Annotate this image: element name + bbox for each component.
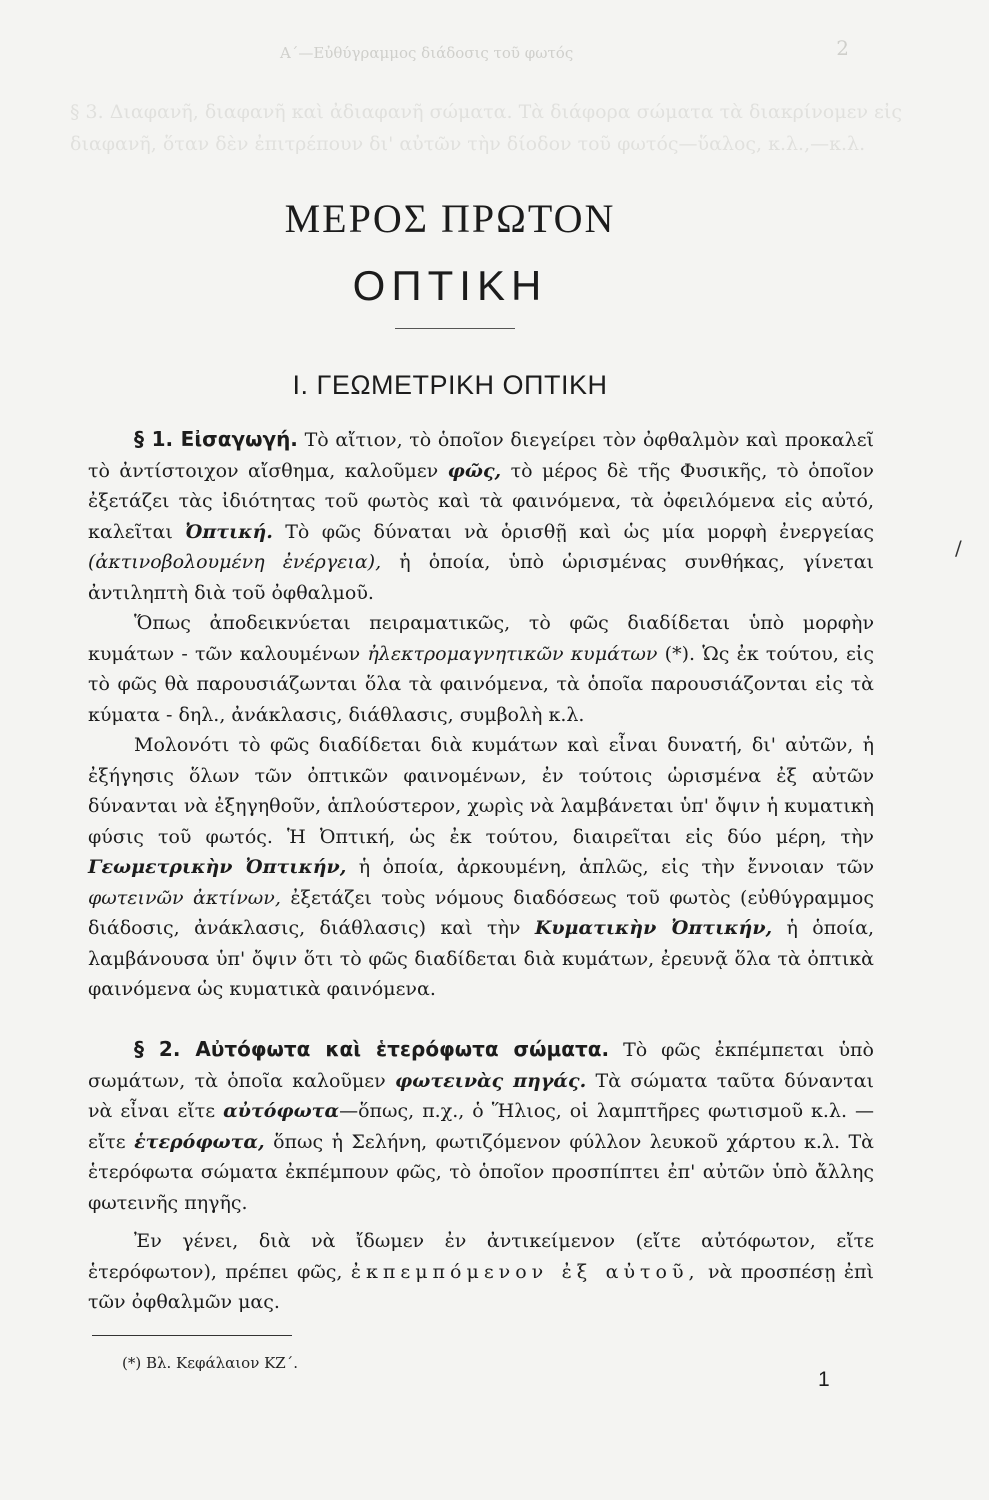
text-run: Ἐν γένει, διὰ νὰ ἴδωμεν ἐν ἀντικείμενον (εἴτε αὐτόφωτον, εἴτε ἑτερόφωτον), πρέπει φῶς, [88,1230,874,1283]
footnote: (*) Βλ. Κεφάλαιον ΚΖ΄. [122,1354,298,1372]
text-run: (*). Ὡς ἐκ τούτου, εἰς τὸ φῶς θὰ παρουσιάζωνται ὅλα τὰ φαινόμενα, τὰ ὁποῖα παρουσιάζονται εἰς τὰ κύματα - δηλ., ἀνάκλασις, διάθλασις, συμβολὴ κ.λ. [88,642,874,726]
term-optiki: Ὀπτική. [185,520,273,543]
section-heading: I. ΓΕΩΜΕΤΡΙΚΗ ΟΠΤΙΚΗ [292,370,608,400]
text-run: ἐξετάζει τοὺς νόμους διαδόσεως τοῦ φωτὸς (εὐθύγραμμος διάδοσις, ἀνάκλασις, διάθλασις) καὶ τὴν [88,886,874,939]
text-run: Τὰ σώματα ταῦτα δύνανται νὰ εἶναι εἴτε [88,1069,874,1122]
term-self-luminous: αὐτόφωτα [223,1100,340,1122]
text-run: τὸ μέρος δὲ τῆς Φυσικῆς, τὸ ὁποῖον ἐξετάζει τὰς ἰδιότητας τοῦ φωτὸς καὶ τὰ φαινόμενα, τὰ ὀφειλόμενα εἰς αὐτό, καλεῖται [88,459,874,543]
paragraph-2 [88,608,874,730]
part-title: ΜΕΡΟΣ ΠΡΩΤΟΝ [284,196,616,241]
text-run: ἡ ὁποία, λαμβάνουσα ὑπ' ὄψιν ὅτι τὸ φῶς διαδίδεται διὰ κυμάτων, ἐρευνᾷ ὅλα τὰ ὀπτικὰ φαινόμενα ὡς κυματικὰ φαινόμενα. [88,917,874,1000]
term-geometric-optics: Γεωμετρικὴν Ὀπτικήν, [88,856,347,878]
bleed-through-page-number: 2 [836,36,849,60]
footnote-rule [92,1335,292,1336]
text-run: νὰ προσπέσῃ ἐπὶ τῶν ὀφθαλμῶν μας. [88,1260,874,1313]
paragraph-4 [88,1034,874,1218]
text-run: ὅπως ἡ Σελήνη, φωτιζόμενον φύλλον λευκοῦ χάρτου κ.λ. Τὰ ἑτερόφωτα σώματα ἐκπέμπουν φῶς, τὸ ὁποῖον προσπίπτει ἐπ' αὐτῶν ὑπὸ ἄλλης φωτεινῆς πηγῆς. [88,1130,874,1214]
bleed-through-header: Α΄—Εὐθύγραμμος διάδοσις τοῦ φωτός [280,44,574,62]
text-run: Τὸ αἴτιον, τὸ ὁποῖον διεγείρει τὸν ὀφθαλμὸν καὶ προκαλεῖ τὸ ἀντίστοιχον αἴσθημα, καλοῦμεν [88,429,874,482]
section-2-label: § 2. Αὐτόφωτα καὶ ἑτερόφωτα σώματα. [134,1037,610,1061]
section-2-text [88,1034,874,1318]
title-divider [395,328,515,329]
section-1-text [88,424,874,1005]
page-number: 1 [818,1368,830,1391]
text-run: Μολονότι τὸ φῶς διαδίδεται διὰ κυμάτων καὶ εἶναι δυνατή, δι' αὐτῶν, ἡ ἐξήγησις ὅλων τῶν ὀπτικῶν φαινομένων, ἐν τούτοις ὡρισμένα ἐξ αὐτῶν δύνανται νὰ ἐξηγηθοῦν, ἁπλούστερον, χωρὶς νὰ λαμβάνεται ὑπ' ὄψιν ἡ κυματικὴ φύσις τοῦ φωτός. Ἡ Ὀπτική, ὡς ἐκ τούτου, διαιρεῖται εἰς δύο μέρη, τὴν [88,734,874,848]
text-run: Τὸ φῶς δύναται νὰ ὁρισθῇ καὶ ὡς μία μορφὴ ἐνεργείας [272,520,875,543]
text-run: —ὅπως, π.χ., ὁ Ἥλιος, οἱ λαμπτῆρες φωτισμοῦ κ.λ. —εἴτε [88,1100,874,1153]
text-run: Ὅπως ἀποδεικνύεται πειραματικῶς, τὸ φῶς διαδίδεται ὑπὸ μορφὴν κυμάτων - τῶν καλουμένων [88,612,874,665]
text-run: ἡ ὁποία, ὑπὸ ὡρισμένας συνθήκας, γίνεται ἀντιληπτὴ διὰ τοῦ ὀφθαλμοῦ. [88,551,874,604]
paragraph-1 [88,424,874,608]
spaced-emphasis: ἐκπεμπόμενον ἐξ αὐτοῦ, [350,1260,700,1283]
term-wave-optics: Κυματικὴν Ὀπτικήν, [534,917,773,939]
term-light-sources: φωτεινὰς πηγάς. [395,1069,587,1092]
paragraph-3 [88,730,874,1005]
main-title: ΟΠΤΙΚΗ [352,262,548,309]
term-non-luminous: ἑτερόφωτα, [134,1130,265,1153]
section-1-label: § 1. Εἰσαγωγή. [134,427,298,451]
text-run: Τὸ φῶς ἐκπέμπεται ὑπὸ σωμάτων, τὰ ὁποῖα καλοῦμεν [88,1039,874,1092]
bleed-through-text: § 3. Διαφανῆ, διαφανῆ καὶ ἀδιαφανῆ σώματα. Τὰ διάφορα σώματα τὰ διακρίνομεν εἰς διαφανῆ, ὅταν δὲν ἐπιτρέπουν δι' αὐτῶν τὴν δίοδον τοῦ φωτός—ὕαλος, κ.λ.,—κ.λ. [70,101,902,155]
text-run: ἡ ὁποία, ἀρκουμένη, ἁπλῶς, εἰς τὴν ἔννοιαν τῶν [346,856,874,878]
term-em-waves: ἠλεκτρομαγνητικῶν κυμάτων [367,642,658,665]
margin-mark: / [955,536,962,560]
paragraph-5 [88,1226,874,1318]
term-radiated-energy: (ἀκτινοβολουμένη ἐνέργεια), [88,551,382,573]
term-phos: φῶς, [447,459,502,482]
term-light-rays: φωτεινῶν ἀκτίνων, [88,886,281,909]
